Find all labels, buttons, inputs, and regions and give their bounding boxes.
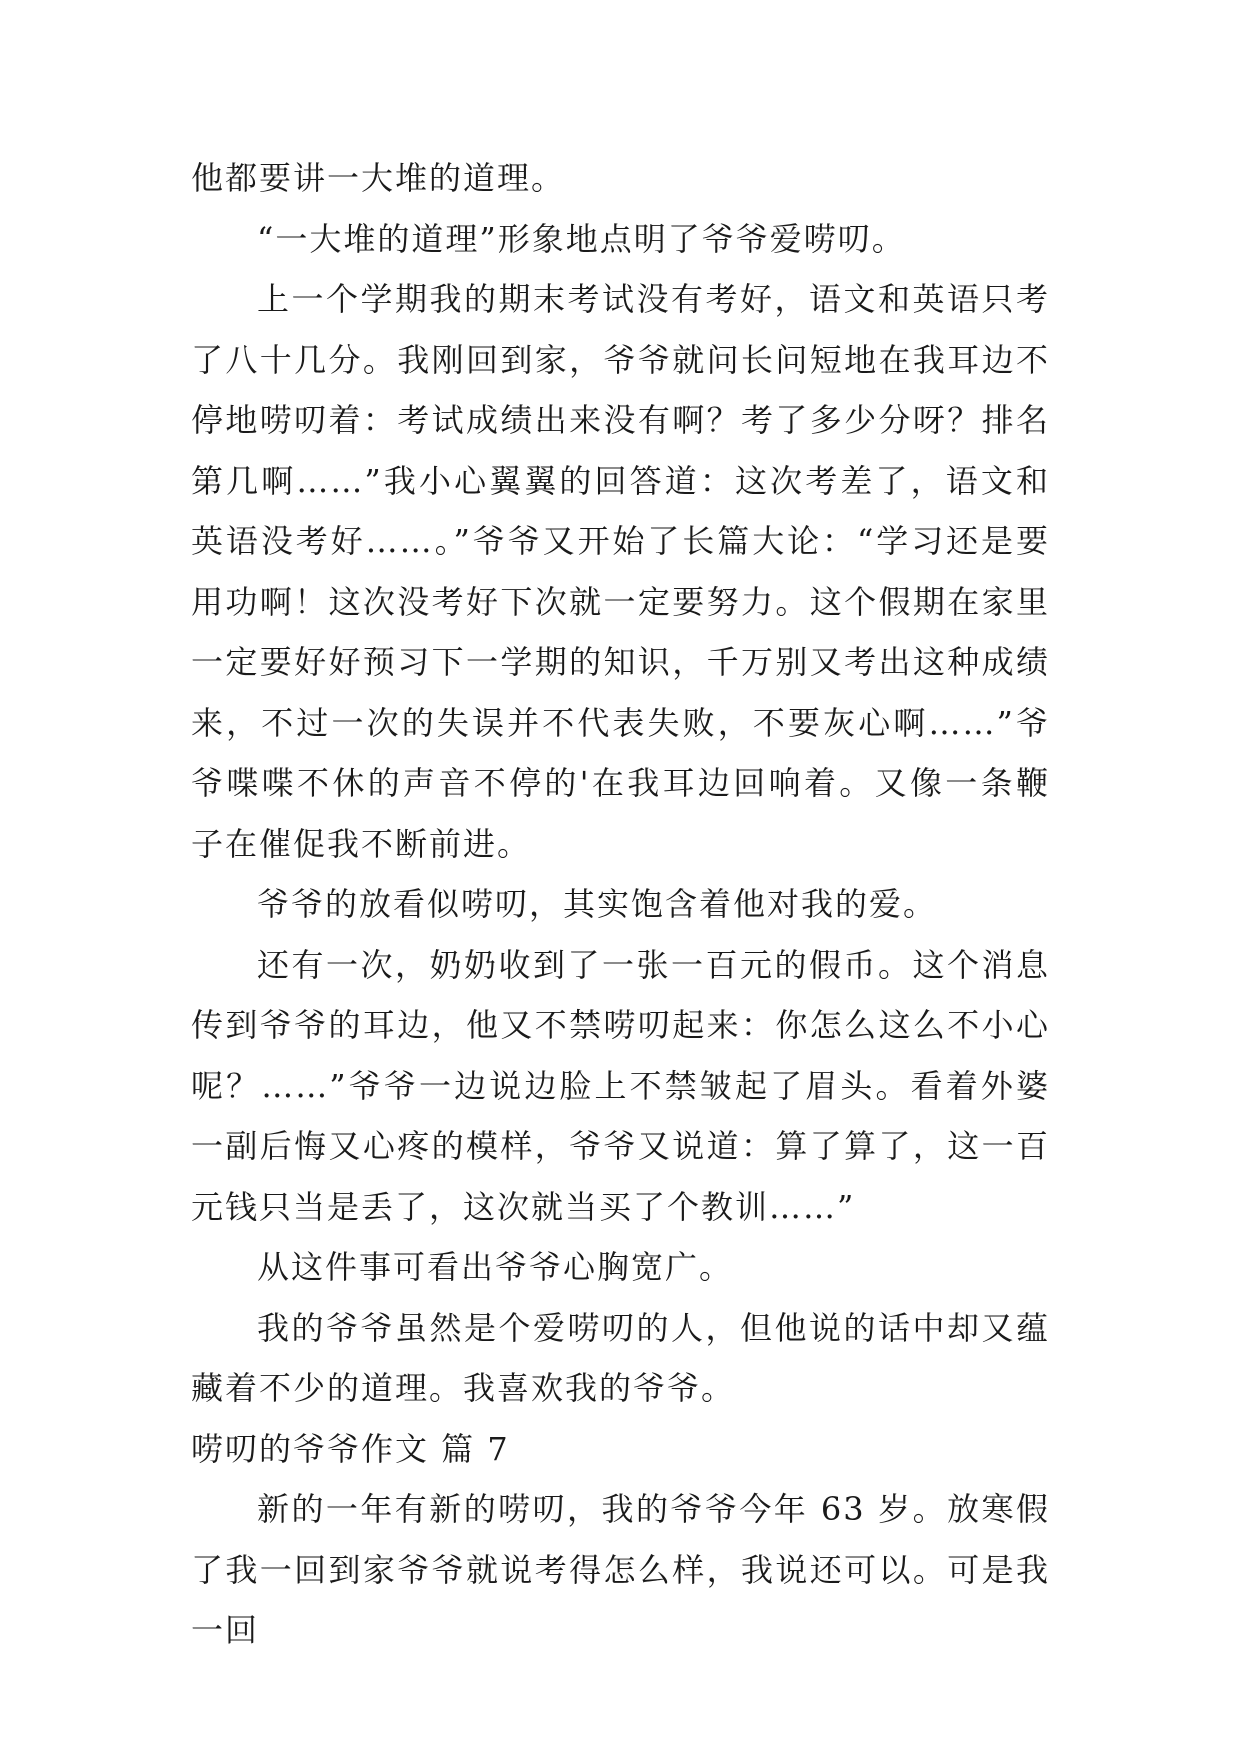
paragraph-5: 还有一次，奶奶收到了一张一百元的假币。这个消息传到爷爷的耳边，他又不禁唠叨起来：你怎么这么不小心呢？……”爷爷一边说边脸上不禁皱起了眉头。看着外婆一副后悔又心疼的模样，爷爷又说道：算了算了，这一百元钱只当是丢了，这次就当买了个教训……” — [191, 945, 1050, 1226]
document-body — [191, 148, 1050, 1661]
paragraph-6: 从这件事可看出爷爷心胸宽广。 — [257, 1248, 734, 1286]
paragraph-8: 新的一年有新的唠叨，我的爷爷今年 63 岁。放寒假了我一回到家爷爷就说考得怎么样，我说还可以。可是我一回 — [191, 1490, 1050, 1649]
paragraph-7: 我的爷爷虽然是个爱唠叨的人，但他说的话中却又蕴藏着不少的道理。我喜欢我的爷爷。 — [191, 1308, 1050, 1407]
paragraph-4: 爷爷的放看似唠叨，其实饱含着他对我的爱。 — [257, 885, 938, 923]
paragraph-3: 上一个学期我的期末考试没有考好，语文和英语只考了八十几分。我刚回到家，爷爷就问长问短地在我耳边不停地唠叨着：考试成绩出来没有啊？考了多少分呀？排名第几啊……”我小心翼翼的回答道：这次考差了，语文和英语没考好……。”爷爷又开始了长篇大论：“学习还是要用功啊！这次没考好下次就一定要努力。这个假期在家里一定要好好预习下一学期的知识，千万别又考出这种成绩来，不过一次的失误并不代表失败，不要灰心啊……”爷爷喋喋不休的声音不停的'在我耳边回响着。又像一条鞭子在催促我不断前进。 — [191, 280, 1050, 863]
section-heading: 唠叨的爷爷作文 篇 7 — [191, 1429, 510, 1468]
paragraph-1: 他都要讲一大堆的道理。 — [191, 159, 566, 197]
paragraph-2: “一大堆的道理”形象地点明了爷爷爱唠叨。 — [257, 219, 906, 258]
